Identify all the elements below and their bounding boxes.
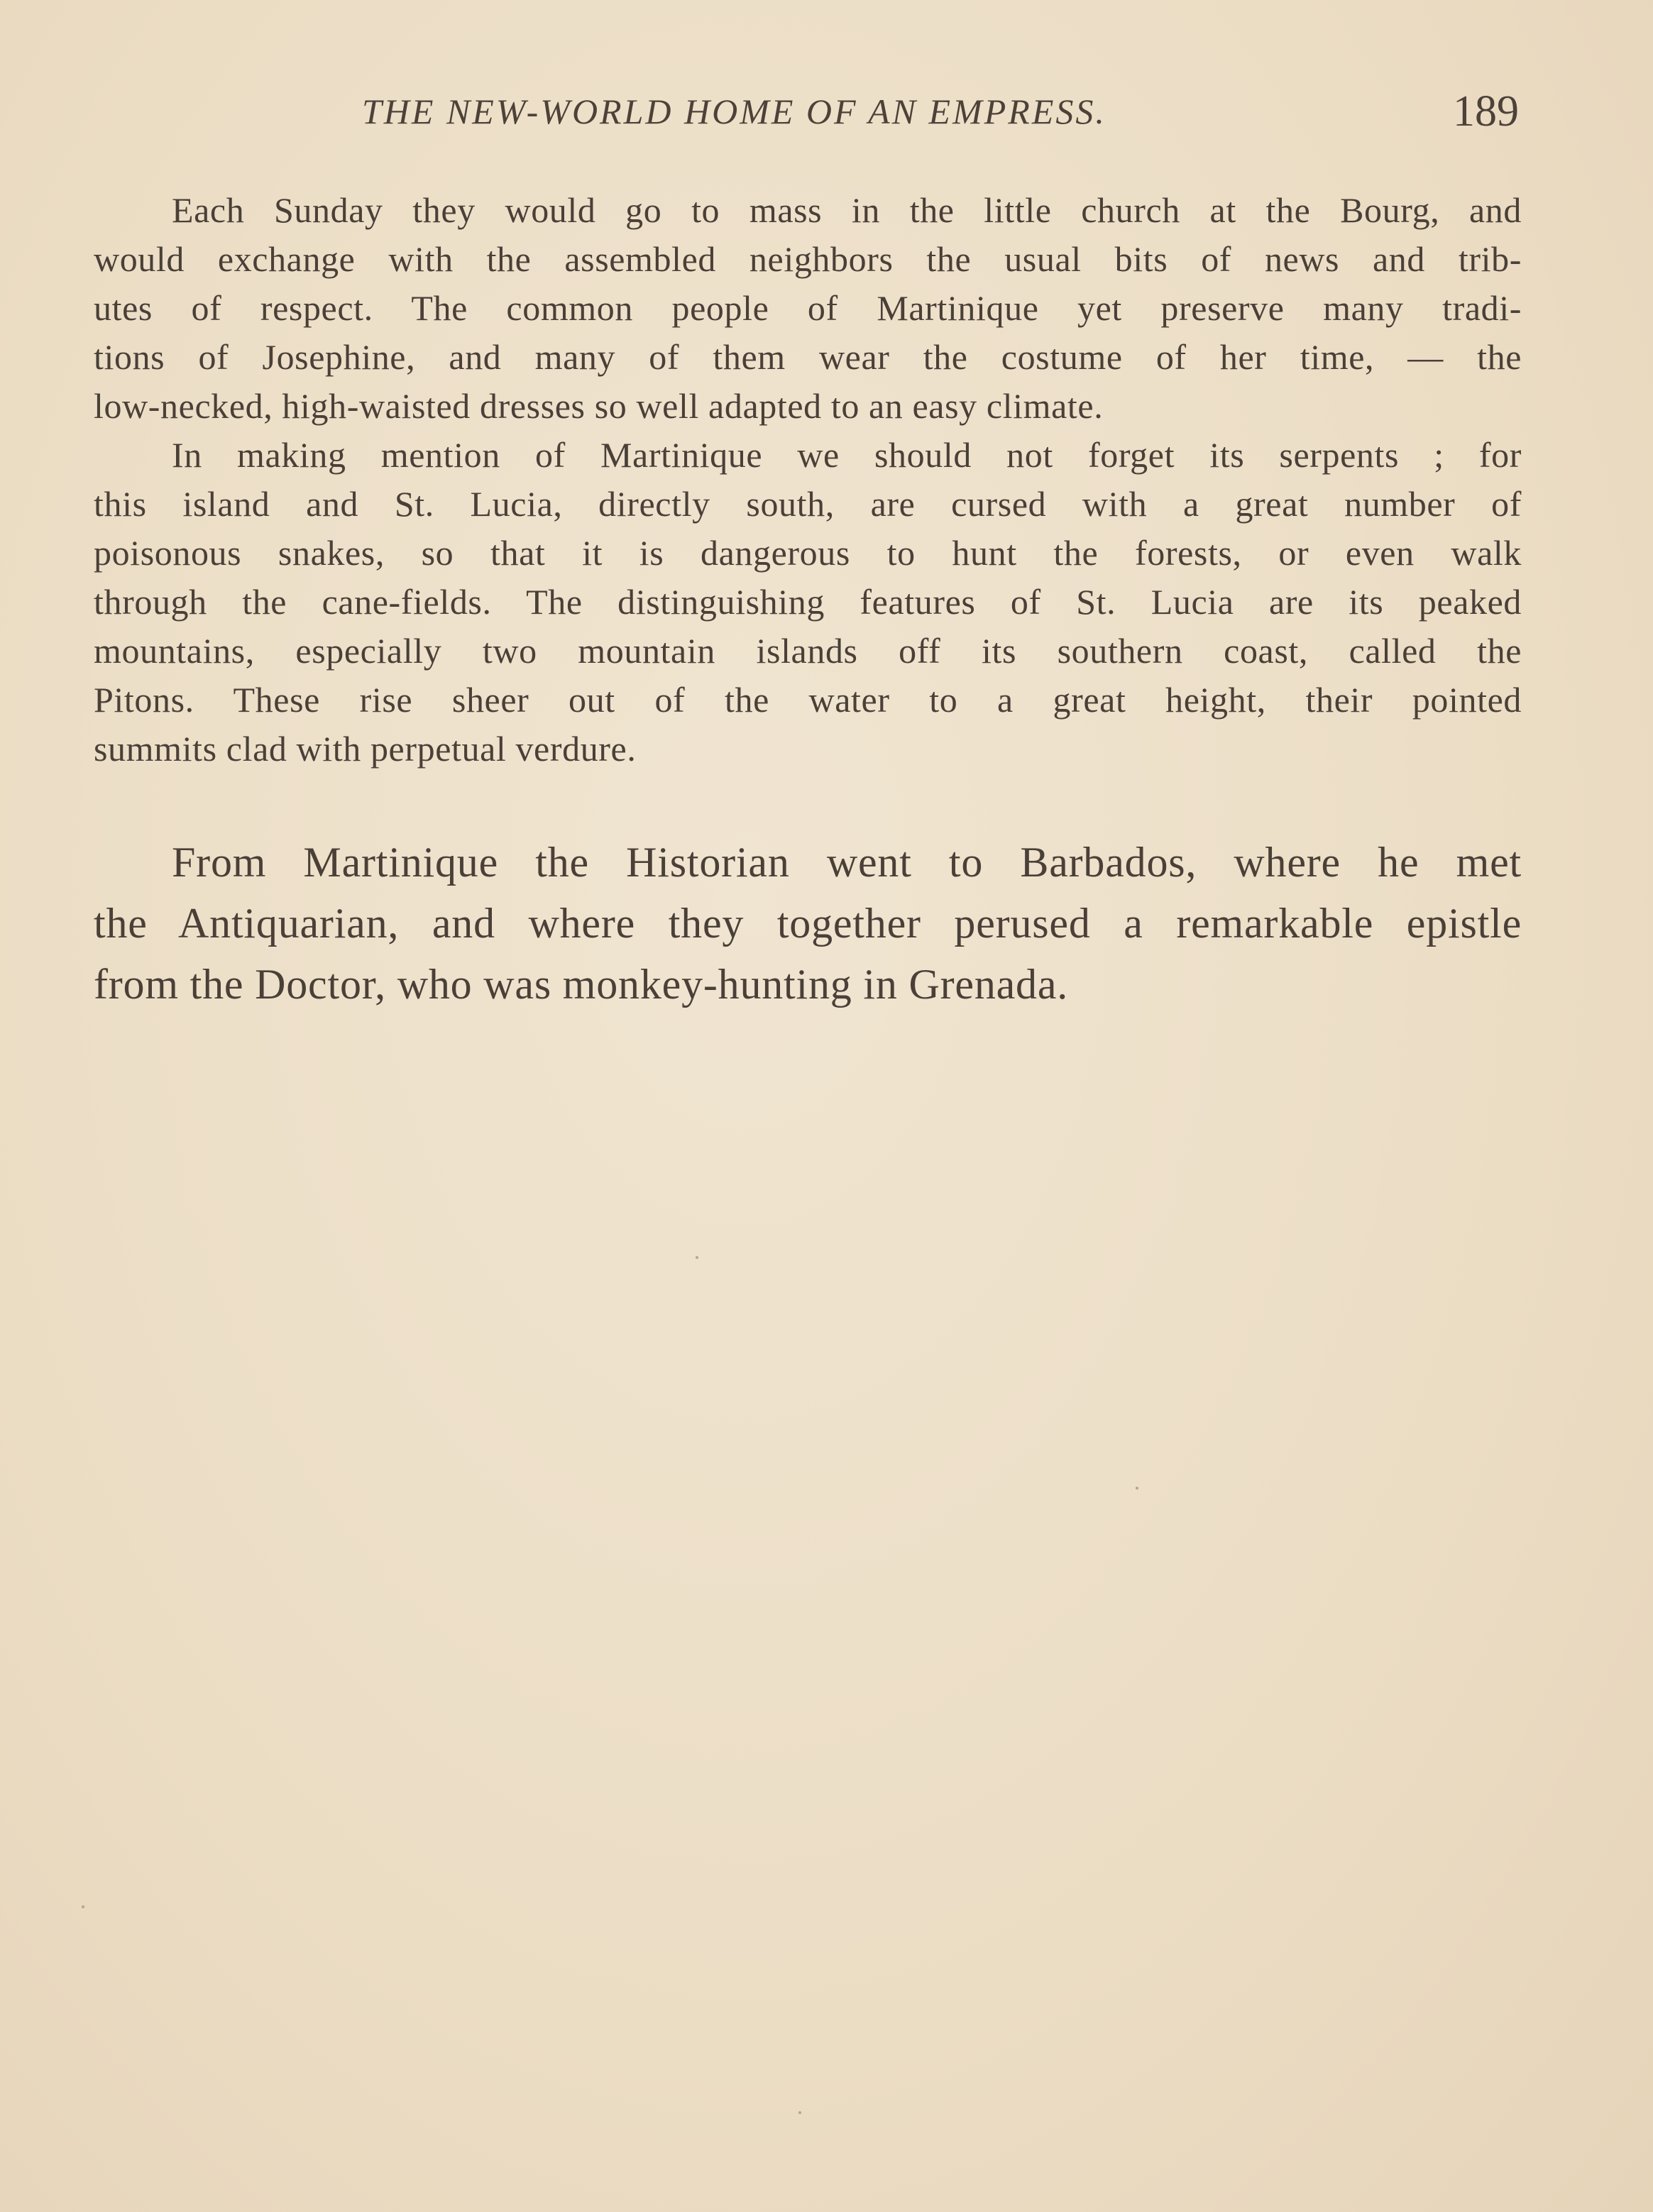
text-line: Each Sunday they would go to mass in the little church at the Bourg, and: [172, 190, 1522, 230]
text-line: from the Doctor, who was monkey-hunting in Grenada.: [94, 961, 1069, 1008]
text-line: mountains, especially two mountain islands off its southern coast, called the: [94, 631, 1522, 671]
paper-speck: [1136, 1487, 1138, 1490]
running-head: [92, 87, 1519, 148]
text-line: utes of respect. The common people of Martinique yet preserve many tradi-: [94, 288, 1522, 328]
text-line: this island and St. Lucia, directly south, are cursed with a great number of: [94, 484, 1522, 524]
running-title: THE NEW-WORLD HOME OF AN EMPRESS.: [362, 92, 1106, 131]
page-number: 189: [1453, 87, 1519, 136]
text-line: Pitons. These rise sheer out of the water to a great height, their pointed: [94, 680, 1522, 720]
paper-speck: [798, 2111, 801, 2114]
text-line: would exchange with the assembled neighbors the usual bits of news and trib-: [94, 239, 1522, 279]
closing-paragraph: [94, 832, 1522, 1015]
paper-speck: [696, 1256, 698, 1259]
text-line: the Antiquarian, and where they together perused a remarkable epistle: [94, 900, 1522, 947]
text-line: through the cane-fields. The distinguishing features of St. Lucia are its peaked: [94, 582, 1522, 622]
paragraph-serpents: [94, 431, 1522, 774]
text-line: In making mention of Martinique we should not forget its serpents ; for: [172, 435, 1522, 475]
text-line: From Martinique the Historian went to Barbados, where he met: [172, 839, 1522, 886]
paragraph-josephine: [94, 186, 1522, 431]
text-line: low-necked, high-waisted dresses so well adapted to an easy climate.: [94, 386, 1104, 426]
paper-speck: [82, 1905, 84, 1908]
body-text: [94, 186, 1522, 774]
text-line: tions of Josephine, and many of them wear the costume of her time, — the: [94, 337, 1522, 377]
text-line: summits clad with perpetual verdure.: [94, 729, 637, 769]
text-line: poisonous snakes, so that it is dangerous to hunt the forests, or even walk: [94, 533, 1522, 573]
